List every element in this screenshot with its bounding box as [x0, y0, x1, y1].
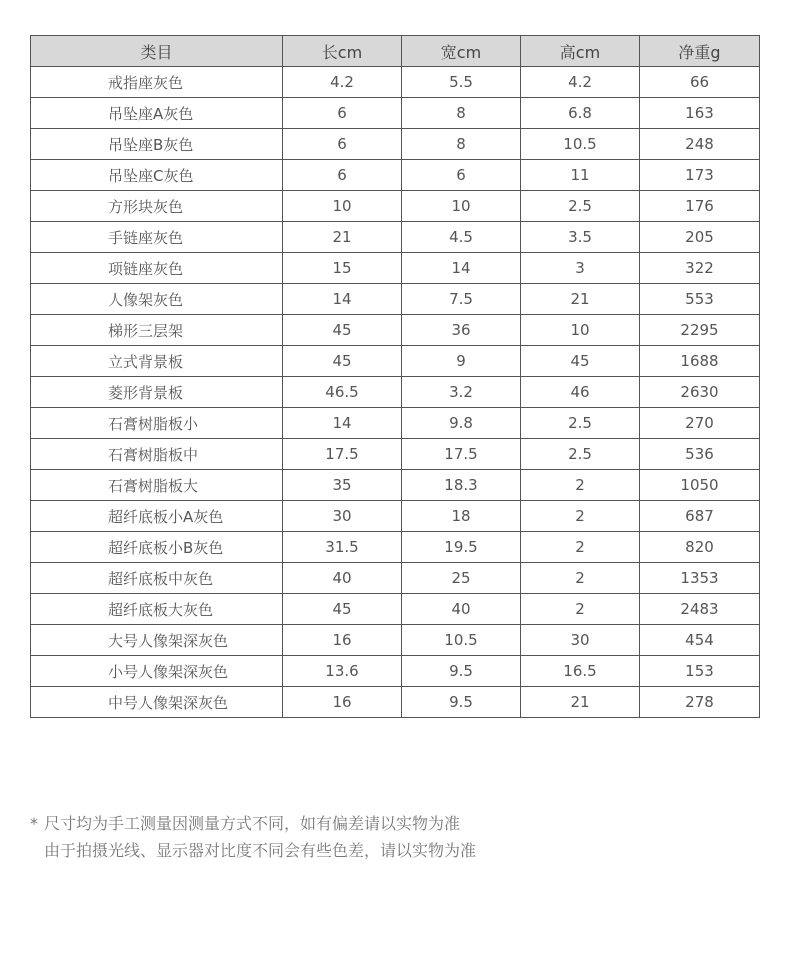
- table-row: [31, 594, 760, 625]
- cell-length: 6: [283, 160, 402, 191]
- cell-width: 36: [402, 315, 521, 346]
- cell-length: 10: [283, 191, 402, 222]
- cell-width: 9.5: [402, 656, 521, 687]
- cell-length: 46.5: [283, 377, 402, 408]
- cell-width: 18.3: [402, 470, 521, 501]
- cell-height: 10: [521, 315, 640, 346]
- cell-category: 人像架灰色: [31, 284, 283, 315]
- cell-width: 18: [402, 501, 521, 532]
- cell-length: 45: [283, 346, 402, 377]
- cell-category: 石膏树脂板中: [31, 439, 283, 470]
- cell-length: 6: [283, 98, 402, 129]
- cell-category: 小号人像架深灰色: [31, 656, 283, 687]
- cell-net-weight: 153: [640, 656, 760, 687]
- footnote-line-1: [30, 810, 476, 837]
- cell-net-weight: 205: [640, 222, 760, 253]
- cell-height: 46: [521, 377, 640, 408]
- cell-height: 6.8: [521, 98, 640, 129]
- cell-net-weight: 820: [640, 532, 760, 563]
- cell-length: 21: [283, 222, 402, 253]
- header-length: 长cm: [283, 36, 402, 67]
- cell-length: 35: [283, 470, 402, 501]
- cell-height: 30: [521, 625, 640, 656]
- cell-category: 超纤底板中灰色: [31, 563, 283, 594]
- cell-length: 14: [283, 408, 402, 439]
- cell-length: 6: [283, 129, 402, 160]
- cell-length: 31.5: [283, 532, 402, 563]
- cell-width: 9.5: [402, 687, 521, 718]
- cell-net-weight: 173: [640, 160, 760, 191]
- table-row: [31, 346, 760, 377]
- cell-height: 2: [521, 563, 640, 594]
- table-row: [31, 160, 760, 191]
- table-row: [31, 656, 760, 687]
- cell-width: 9.8: [402, 408, 521, 439]
- table-row: [31, 377, 760, 408]
- cell-height: 11: [521, 160, 640, 191]
- table-body: [31, 67, 760, 718]
- header-category: 类目: [31, 36, 283, 67]
- cell-category: 吊坠座A灰色: [31, 98, 283, 129]
- cell-net-weight: 536: [640, 439, 760, 470]
- table-row: [31, 439, 760, 470]
- cell-category: 超纤底板大灰色: [31, 594, 283, 625]
- cell-height: 2: [521, 470, 640, 501]
- cell-category: 吊坠座B灰色: [31, 129, 283, 160]
- cell-category: 石膏树脂板小: [31, 408, 283, 439]
- cell-height: 2.5: [521, 408, 640, 439]
- cell-height: 4.2: [521, 67, 640, 98]
- cell-net-weight: 2630: [640, 377, 760, 408]
- footnote-marker: *: [30, 814, 38, 833]
- cell-width: 5.5: [402, 67, 521, 98]
- table-row: [31, 501, 760, 532]
- cell-width: 25: [402, 563, 521, 594]
- footnote-text-1: 尺寸均为手工测量因测量方式不同，如有偏差请以实物为准: [44, 814, 461, 833]
- table-row: [31, 284, 760, 315]
- table-row: [31, 563, 760, 594]
- cell-width: 10: [402, 191, 521, 222]
- table-row: [31, 315, 760, 346]
- cell-net-weight: 2483: [640, 594, 760, 625]
- cell-category: 戒指座灰色: [31, 67, 283, 98]
- table-row: [31, 191, 760, 222]
- cell-height: 21: [521, 284, 640, 315]
- cell-category: 大号人像架深灰色: [31, 625, 283, 656]
- table-row: [31, 98, 760, 129]
- cell-length: 13.6: [283, 656, 402, 687]
- footnote: [30, 810, 476, 864]
- cell-net-weight: 1050: [640, 470, 760, 501]
- cell-width: 40: [402, 594, 521, 625]
- table-row: [31, 222, 760, 253]
- cell-category: 梯形三层架: [31, 315, 283, 346]
- cell-category: 吊坠座C灰色: [31, 160, 283, 191]
- cell-length: 45: [283, 315, 402, 346]
- table-row: [31, 253, 760, 284]
- table-row: [31, 625, 760, 656]
- cell-net-weight: 1688: [640, 346, 760, 377]
- header-net-weight: 净重g: [640, 36, 760, 67]
- cell-category: 项链座灰色: [31, 253, 283, 284]
- cell-net-weight: 248: [640, 129, 760, 160]
- cell-height: 2: [521, 532, 640, 563]
- cell-net-weight: 1353: [640, 563, 760, 594]
- cell-width: 7.5: [402, 284, 521, 315]
- table-row: [31, 532, 760, 563]
- table-row: [31, 129, 760, 160]
- table-header-row: [31, 36, 760, 67]
- cell-height: 2: [521, 594, 640, 625]
- cell-width: 3.2: [402, 377, 521, 408]
- cell-category: 超纤底板小A灰色: [31, 501, 283, 532]
- cell-height: 3.5: [521, 222, 640, 253]
- cell-category: 超纤底板小B灰色: [31, 532, 283, 563]
- table-row: [31, 408, 760, 439]
- cell-height: 2.5: [521, 191, 640, 222]
- cell-height: 3: [521, 253, 640, 284]
- cell-width: 9: [402, 346, 521, 377]
- cell-width: 17.5: [402, 439, 521, 470]
- cell-length: 16: [283, 625, 402, 656]
- cell-width: 8: [402, 129, 521, 160]
- cell-width: 10.5: [402, 625, 521, 656]
- cell-category: 菱形背景板: [31, 377, 283, 408]
- table-row: [31, 687, 760, 718]
- cell-length: 17.5: [283, 439, 402, 470]
- cell-length: 40: [283, 563, 402, 594]
- cell-length: 14: [283, 284, 402, 315]
- cell-length: 15: [283, 253, 402, 284]
- cell-width: 4.5: [402, 222, 521, 253]
- cell-net-weight: 278: [640, 687, 760, 718]
- cell-net-weight: 176: [640, 191, 760, 222]
- cell-height: 2: [521, 501, 640, 532]
- cell-net-weight: 270: [640, 408, 760, 439]
- table-row: [31, 67, 760, 98]
- cell-height: 21: [521, 687, 640, 718]
- cell-category: 石膏树脂板大: [31, 470, 283, 501]
- cell-width: 14: [402, 253, 521, 284]
- cell-length: 16: [283, 687, 402, 718]
- spec-table: [30, 35, 760, 718]
- header-width: 宽cm: [402, 36, 521, 67]
- cell-length: 45: [283, 594, 402, 625]
- cell-net-weight: 687: [640, 501, 760, 532]
- cell-net-weight: 66: [640, 67, 760, 98]
- header-height: 高cm: [521, 36, 640, 67]
- cell-length: 4.2: [283, 67, 402, 98]
- cell-net-weight: 322: [640, 253, 760, 284]
- cell-length: 30: [283, 501, 402, 532]
- cell-category: 立式背景板: [31, 346, 283, 377]
- cell-net-weight: 454: [640, 625, 760, 656]
- cell-category: 手链座灰色: [31, 222, 283, 253]
- cell-width: 19.5: [402, 532, 521, 563]
- cell-net-weight: 553: [640, 284, 760, 315]
- cell-net-weight: 2295: [640, 315, 760, 346]
- cell-height: 2.5: [521, 439, 640, 470]
- cell-width: 6: [402, 160, 521, 191]
- cell-height: 10.5: [521, 129, 640, 160]
- table-row: [31, 470, 760, 501]
- footnote-line-2: 由于拍摄光线、显示器对比度不同会有些色差，请以实物为准: [44, 841, 477, 860]
- cell-category: 方形块灰色: [31, 191, 283, 222]
- cell-height: 45: [521, 346, 640, 377]
- cell-net-weight: 163: [640, 98, 760, 129]
- cell-category: 中号人像架深灰色: [31, 687, 283, 718]
- cell-width: 8: [402, 98, 521, 129]
- cell-height: 16.5: [521, 656, 640, 687]
